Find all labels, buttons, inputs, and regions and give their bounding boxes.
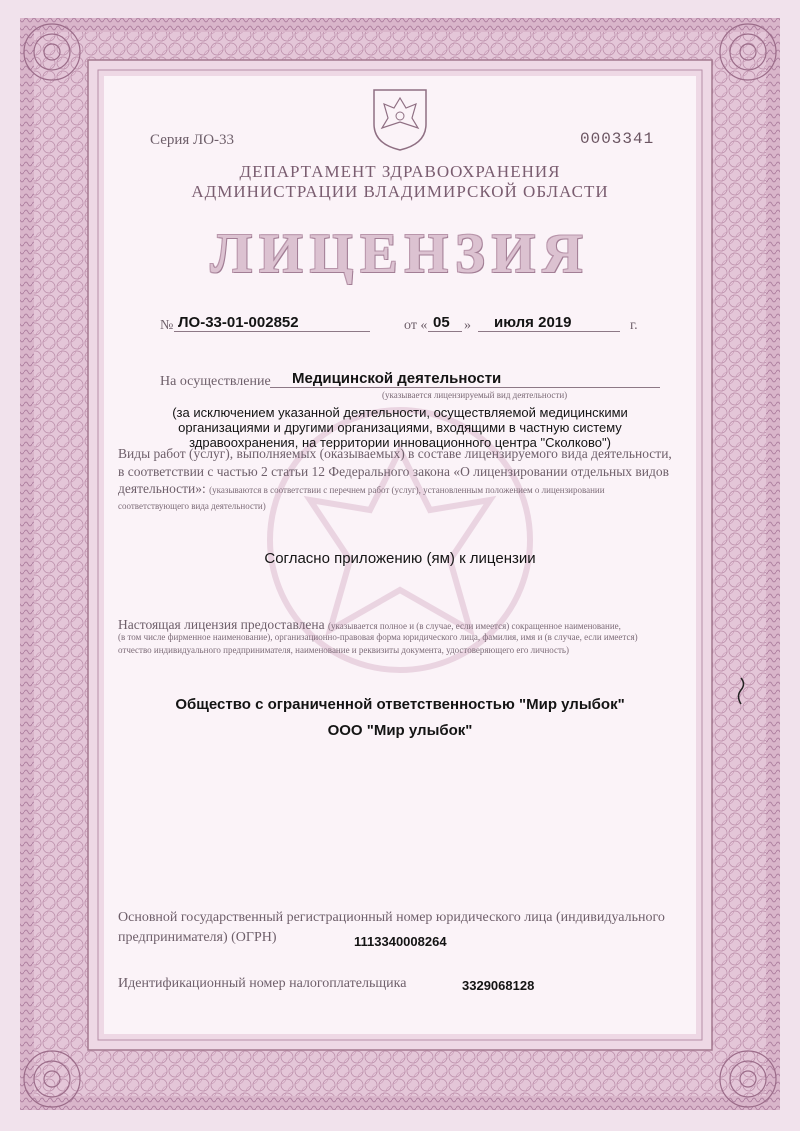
- licensee-intro: Настоящая лицензия предоставлена: [118, 617, 325, 632]
- department-line-2: АДМИНИСТРАЦИИ ВЛАДИМИРСКОЙ ОБЛАСТИ: [191, 182, 609, 201]
- license-number: ЛО-33-01-002852: [178, 314, 299, 331]
- inn-label: Идентификационный номер налогоплательщика: [118, 976, 407, 991]
- licensee-hint-3: отчество индивидуального предпринимателя, наименование и реквизиты документа, удостоверяющего его личность): [118, 645, 570, 655]
- activity-exception: (за исключением указанной деятельности, осуществляемой медицинскими организациями и другими организациями, входящими в частную систему здравоохранения, на территории инновационного центра "Сколково"): [172, 405, 628, 450]
- ogrn-label-line-2: предпринимателя) (ОГРН): [118, 930, 277, 945]
- works-value: Согласно приложению (ям) к лицензии: [264, 550, 536, 567]
- serial-number: 0003341: [580, 130, 655, 148]
- activity-value: Медицинской деятельности: [292, 370, 502, 387]
- license-series: Серия ЛО-33: [150, 132, 235, 148]
- licensee-hint-2: (в том числе фирменное наименование), организационно-правовая форма юридического лица, фамилия, имя и (в случае, если имеется): [118, 632, 638, 642]
- license-day: 05: [433, 314, 450, 331]
- licensee-short-name: ООО "Мир улыбок": [327, 722, 473, 739]
- licensee-full-name: Общество с ограниченной ответственностью "Мир улыбок": [175, 696, 625, 713]
- works-line-3: деятельности»:: [118, 481, 206, 496]
- department-line-1: ДЕПАРТАМЕНТ ЗДРАВООХРАНЕНИЯ: [239, 162, 561, 181]
- document-title: ЛИЦЕНЗИЯ: [210, 223, 590, 285]
- date-prefix: от «: [404, 318, 428, 333]
- year-suffix: г.: [630, 318, 638, 333]
- license-month-year: июля 2019: [494, 314, 572, 331]
- licensee-hint-1: (указывается полное и (в случае, если имеется) сокращенное наименование,: [327, 621, 621, 631]
- state-emblem-icon: [368, 84, 432, 152]
- pen-mark-icon: [734, 676, 748, 706]
- works-hint-2: соответствующего вида деятельности): [118, 501, 266, 511]
- ogrn-value: 1113340008264: [354, 934, 447, 949]
- inn-value: 3329068128: [462, 978, 535, 993]
- works-hint-1: (указываются в соответствии с перечнем работ (услуг), установленным положением о лицензировании: [209, 485, 605, 495]
- number-prefix: №: [160, 318, 174, 333]
- works-line-2: в соответствии с частью 2 статьи 12 Федерального закона «О лицензировании отдельных видов: [118, 464, 669, 479]
- works-line-1: Виды работ (услуг), выполняемых (оказываемых) в составе лицензируемого вида деятельности,: [118, 446, 672, 461]
- activity-hint: (указывается лицензируемый вид деятельности): [382, 390, 568, 400]
- ogrn-label-line-1: Основной государственный регистрационный номер юридического лица (индивидуального: [118, 910, 665, 925]
- activity-label: На осуществление: [160, 374, 271, 389]
- date-middle: »: [464, 318, 471, 333]
